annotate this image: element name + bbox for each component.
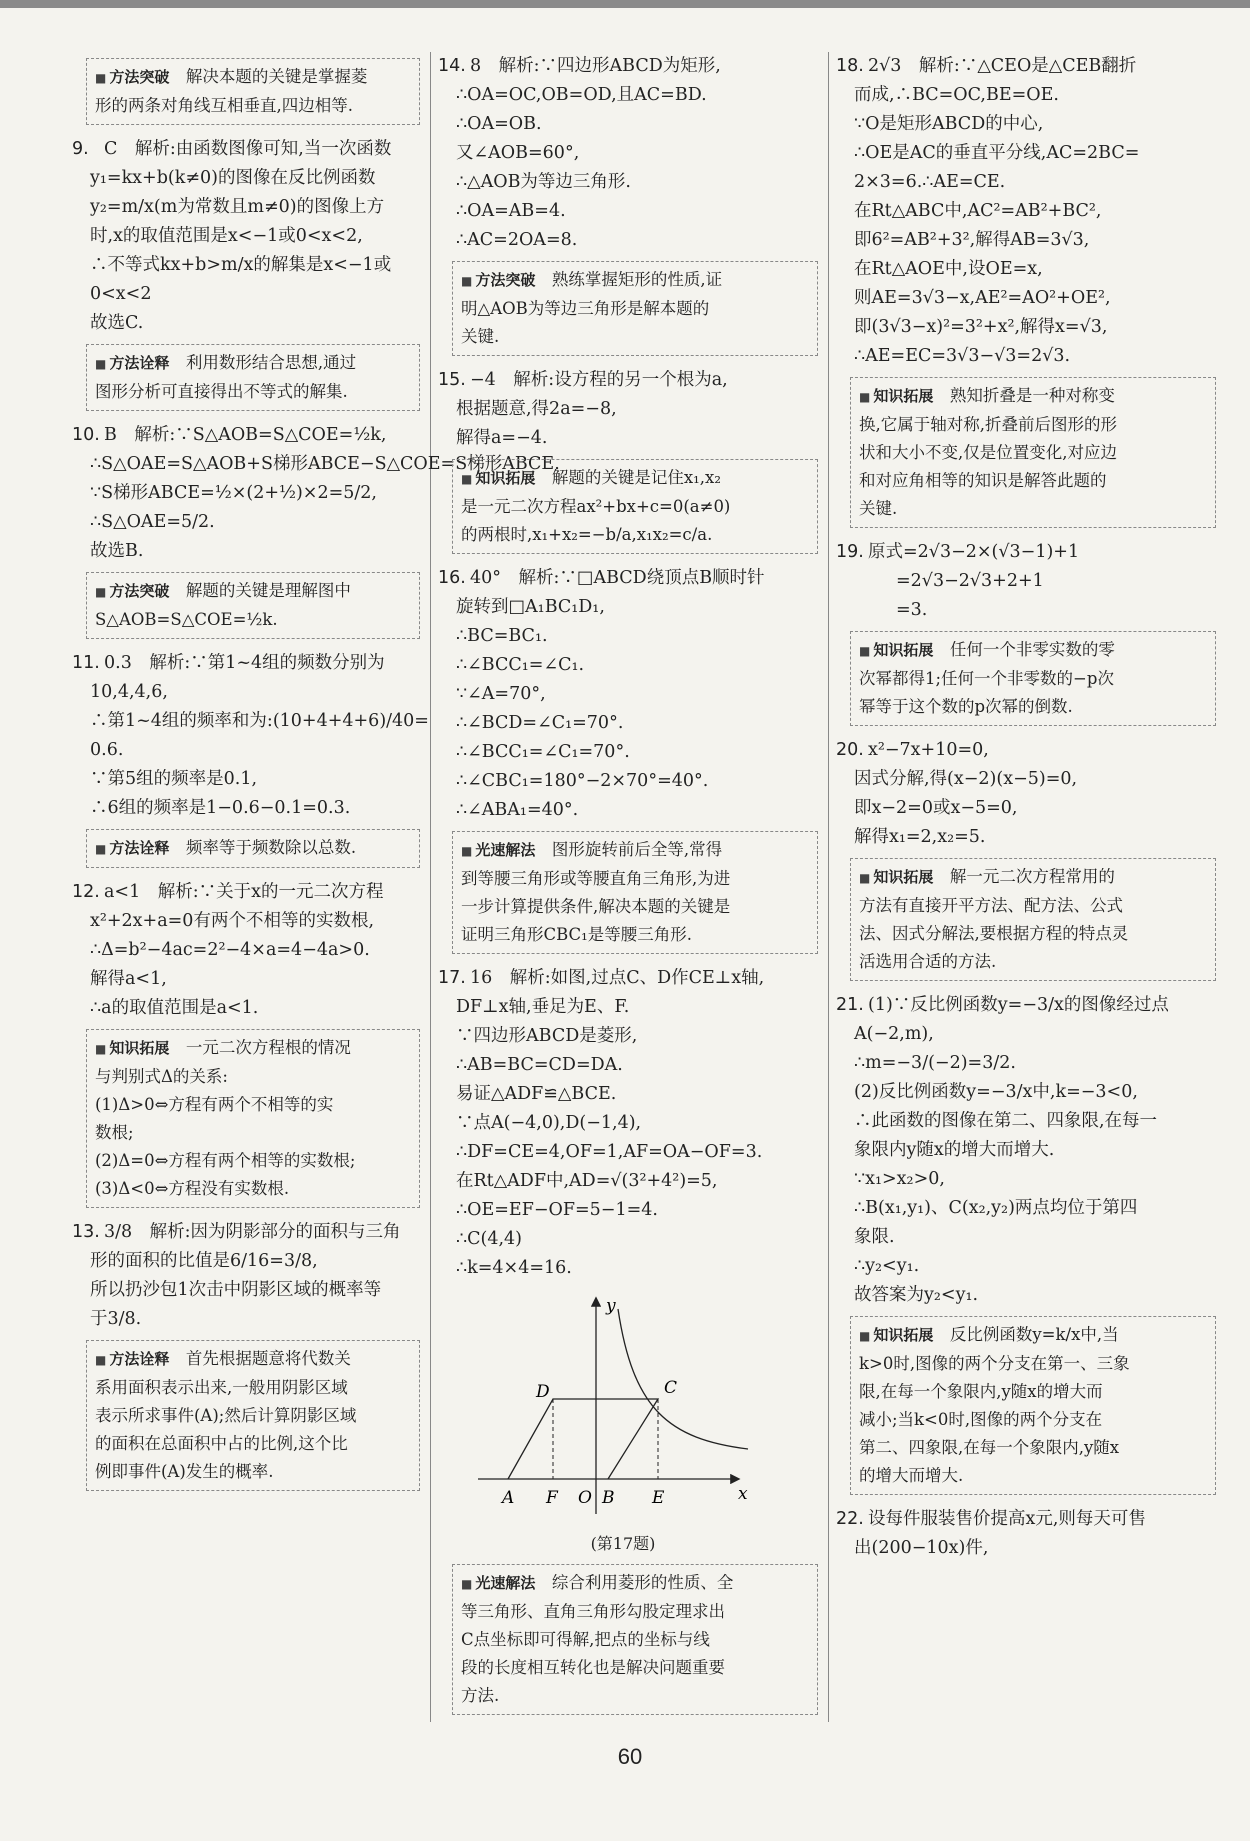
tip-box — [86, 58, 420, 125]
answer-line: y₁=kx+b(k≠0)的图像在反比例函数 — [90, 168, 376, 188]
tip-line: 活选用合适的方法. — [859, 952, 997, 971]
question-9 — [72, 135, 420, 338]
answer-line: 又∠AOB=60°, — [456, 143, 580, 163]
answer-line: 8 解析:∵四边形ABCD为矩形, — [470, 56, 721, 76]
tip-box — [452, 831, 818, 954]
tip-line: 和对应角相等的知识是解答此题的 — [859, 471, 1107, 490]
question-13 — [72, 1218, 420, 1334]
question-number: 14. — [438, 56, 466, 76]
tip-line: 解题的关键是记住x₁,x₂ — [551, 468, 721, 487]
question-11 — [72, 649, 429, 823]
answer-line: ∴∠CBC₁=180°−2×70°=40°. — [456, 771, 709, 791]
question-19 — [836, 538, 1216, 625]
tip-tag: ■ 方法诠释 — [95, 354, 169, 372]
question-number: 17. — [438, 968, 466, 988]
tip-tag: ■ 知识拓展 — [859, 1326, 933, 1344]
answer-line: ∴Δ=b²−4ac=2²−4×a=4−4a>0. — [90, 940, 370, 960]
answer-line: ∵第5组的频率是0.1, — [90, 769, 258, 789]
tip-line: 明△AOB为等边三角形是解本题的 — [461, 299, 710, 318]
answer-line: A(−2,m), — [854, 1024, 934, 1044]
question-14 — [438, 52, 818, 255]
tip-line: 的两根时,x₁+x₂=−b/a,x₁x₂=c/a. — [461, 525, 713, 544]
answer-line: ∵S梯形ABCE=½×(2+½)×2=5/2, — [90, 483, 377, 503]
tip-line: 例即事件(A)发生的概率. — [95, 1462, 274, 1481]
tip-box — [850, 858, 1216, 981]
tip-tag: ■ 方法突破 — [95, 582, 169, 600]
tip-tag: ■ 方法突破 — [95, 68, 169, 86]
tip-line: 一步计算提供条件,解决本题的关键是 — [461, 897, 731, 916]
tip-line: k>0时,图像的两个分支在第一、三象 — [859, 1354, 1130, 1373]
answer-line: 所以扔沙包1次击中阴影区域的概率等 — [90, 1280, 382, 1300]
answer-line: ∵x₁>x₂>0, — [854, 1169, 945, 1189]
answer-line: 象限内y随x的增大而增大. — [854, 1140, 1055, 1160]
tip-box — [86, 344, 420, 411]
answer-line: 在Rt△AOE中,设OE=x, — [854, 259, 1043, 279]
tip-line: 数根; — [95, 1123, 134, 1142]
answer-line: 0.6. — [90, 740, 124, 760]
tip-line: 综合利用菱形的性质、全 — [551, 1573, 734, 1592]
tip-line: 第二、四象限,在每一个象限内,y随x — [859, 1438, 1120, 1457]
tip-line: 到等腰三角形或等腰直角三角形,为进 — [461, 869, 731, 888]
answer-line: B 解析:∵S△AOB=S△COE=½k, — [104, 425, 387, 445]
tip-line: 换,它属于轴对称,折叠前后图形的形 — [859, 415, 1117, 434]
tip-tag: ■ 知识拓展 — [859, 387, 933, 405]
answer-line: =2√3−2√3+2+1 — [896, 571, 1044, 591]
label-c: C — [664, 1378, 678, 1398]
question-number: 11. — [72, 653, 100, 673]
answer-line: ∴OA=OB. — [456, 114, 542, 134]
answer-line: 即6²=AB²+3²,解得AB=3√3, — [854, 230, 1090, 250]
answer-line: ∵∠A=70°, — [456, 684, 546, 704]
tip-line: 任何一个非零实数的零 — [949, 640, 1115, 659]
answer-line: ∴AE=EC=3√3−√3=2√3. — [854, 346, 1071, 366]
answer-line: y₂=m/x(m为常数且m≠0)的图像上方 — [90, 197, 385, 217]
answer-line: a<1 解析:∵关于x的一元二次方程 — [104, 882, 384, 902]
answer-line: ∵O是矩形ABCD的中心, — [854, 114, 1044, 134]
top-border — [0, 0, 1250, 8]
tip-line: 利用数形结合思想,通过 — [185, 353, 357, 372]
answer-line: 解得a<1, — [90, 969, 167, 989]
tip-line: 减小;当k<0时,图像的两个分支在 — [859, 1410, 1103, 1429]
label-o: O — [578, 1488, 592, 1508]
answer-line: ∴AB=BC=CD=DA. — [456, 1055, 623, 1075]
answer-line: 0.3 解析:∵第1~4组的频数分别为 — [104, 653, 385, 673]
answer-line: x²−7x+10=0, — [868, 740, 989, 760]
tip-box — [86, 572, 420, 639]
answer-line: 原式=2√3−2×(√3−1)+1 — [868, 542, 1080, 562]
figure-17 — [468, 1289, 818, 1558]
tip-box — [86, 1340, 420, 1491]
answer-line: 时,x的取值范围是x<−1或0<x<2, — [90, 226, 363, 246]
answer-line: 旋转到□A₁BC₁D₁, — [456, 597, 605, 617]
question-17 — [438, 964, 818, 1283]
answer-line: ∴∠BCD=∠C₁=70°. — [456, 713, 624, 733]
rhombus-diagram — [468, 1289, 758, 1519]
tip-line: 的增大而增大. — [859, 1466, 964, 1485]
tip-tag: ■ 方法诠释 — [95, 839, 169, 857]
answer-line: ∵四边形ABCD是菱形, — [456, 1026, 638, 1046]
answer-line: ∴此函数的图像在第二、四象限,在每一 — [854, 1111, 1158, 1131]
label-e: E — [652, 1488, 665, 1508]
answer-line: (1)∵反比例函数y=−3/x的图像经过点 — [868, 995, 1169, 1015]
answer-line: ∴S△OAE=5/2. — [90, 512, 215, 532]
answer-line: ∴DF=CE=4,OF=1,AF=OA−OF=3. — [456, 1142, 763, 1162]
answer-line: ∴不等式kx+b>m/x的解集是x<−1或 — [90, 255, 392, 275]
tip-line: 关键. — [461, 327, 500, 346]
rhombus-sides — [508, 1399, 658, 1479]
tip-line: 幂等于这个数的p次幂的倒数. — [859, 697, 1073, 716]
question-16 — [438, 564, 818, 825]
answer-line: 10,4,4,6, — [90, 682, 168, 702]
answer-line: ∴OE=EF−OF=5−1=4. — [456, 1200, 658, 1220]
tip-line: 关键. — [859, 499, 898, 518]
answer-line: DF⊥x轴,垂足为E、F. — [456, 997, 630, 1017]
answer-line: ∴OA=OC,OB=OD,且AC=BD. — [456, 85, 707, 105]
tip-box — [452, 459, 818, 554]
label-f: F — [546, 1488, 558, 1508]
answer-line: 在Rt△ADF中,AD=√(3²+4²)=5, — [456, 1171, 718, 1191]
answer-line: ∴6组的频率是1−0.6−0.1=0.3. — [90, 798, 351, 818]
answer-line: x²+2x+a=0有两个不相等的实数根, — [90, 911, 375, 931]
question-20 — [836, 736, 1216, 852]
answer-line: 而成,∴BC=OC,BE=OE. — [854, 85, 1059, 105]
tip-tag: ■ 知识拓展 — [461, 469, 535, 487]
answer-line: ∴∠BCC₁=∠C₁. — [456, 655, 585, 675]
tip-tag: ■ 方法突破 — [461, 271, 535, 289]
answer-line: 出(200−10x)件, — [854, 1538, 989, 1558]
tip-line: 表示所求事件(A);然后计算阴影区域 — [95, 1406, 357, 1425]
hyperbola-curve — [618, 1309, 748, 1449]
question-number: 22. — [836, 1509, 864, 1529]
answer-line: =3. — [896, 600, 928, 620]
question-number: 20. — [836, 740, 864, 760]
answer-line: 因式分解,得(x−2)(x−5)=0, — [854, 769, 1078, 789]
question-21 — [836, 991, 1216, 1310]
answer-line: 形的面积的比值是6/16=3/8, — [90, 1251, 318, 1271]
question-number: 16. — [438, 568, 466, 588]
label-y: y — [606, 1296, 616, 1316]
answer-line: 在Rt△ABC中,AC²=AB²+BC², — [854, 201, 1102, 221]
answer-line: 则AE=3√3−x,AE²=AO²+OE², — [854, 288, 1111, 308]
tip-line: 是一元二次方程ax²+bx+c=0(a≠0) — [461, 497, 731, 516]
answer-line: 象限. — [854, 1227, 895, 1247]
column-3 — [836, 52, 1216, 1563]
tip-line: 状和大小不变,仅是位置变化,对应边 — [859, 443, 1117, 462]
tip-line: 限,在每一个象限内,y随x的增大而 — [859, 1382, 1103, 1401]
answer-line: ∴a的取值范围是a<1. — [90, 998, 259, 1018]
tip-tag: ■ 光速解法 — [461, 841, 535, 859]
tip-tag: ■ 知识拓展 — [859, 868, 933, 886]
tip-box — [850, 377, 1216, 528]
tip-box — [850, 631, 1216, 726]
answer-line: ∴m=−3/(−2)=3/2. — [854, 1053, 1016, 1073]
answer-line: ∴k=4×4=16. — [456, 1258, 572, 1278]
question-number: 21. — [836, 995, 864, 1015]
tip-line: 一元二次方程根的情况 — [185, 1038, 351, 1057]
tip-tag: ■ 光速解法 — [461, 1574, 535, 1592]
tip-line: 的面积在总面积中占的比例,这个比 — [95, 1434, 348, 1453]
answer-line: ∴△AOB为等边三角形. — [456, 172, 631, 192]
tip-line: 形的两条对角线互相垂直,四边相等. — [95, 96, 353, 115]
answer-line: (2)反比例函数y=−3/x中,k=−3<0, — [854, 1082, 1138, 1102]
answer-line: ∴BC=BC₁. — [456, 626, 548, 646]
tip-line: 系用面积表示出来,一般用阴影区域 — [95, 1378, 348, 1397]
answer-line: −4 解析:设方程的另一个根为a, — [470, 370, 728, 390]
answer-line: 解得a=−4. — [456, 428, 548, 448]
tip-line: 段的长度相互转化也是解决问题重要 — [461, 1658, 725, 1677]
answer-line: 故答案为y₂<y₁. — [854, 1285, 979, 1305]
answer-line: 根据题意,得2a=−8, — [456, 399, 617, 419]
answer-line: ∴C(4,4) — [456, 1229, 523, 1249]
question-22 — [836, 1505, 1216, 1563]
answer-line: ∴OA=AB=4. — [456, 201, 566, 221]
answer-line: 即(3√3−x)²=3²+x²,解得x=√3, — [854, 317, 1108, 337]
tip-line: 解决本题的关键是掌握菱 — [185, 67, 368, 86]
answer-line: 2×3=6.∴AE=CE. — [854, 172, 1006, 192]
label-d: D — [536, 1382, 550, 1402]
tip-line: 方法有直接开平方法、配方法、公式 — [859, 896, 1123, 915]
tip-line: 与判别式Δ的关系: — [95, 1067, 228, 1086]
question-15 — [438, 366, 818, 453]
tip-line: 图形旋转前后全等,常得 — [551, 840, 723, 859]
tip-line: 证明三角形CBC₁是等腰三角形. — [461, 925, 693, 944]
tip-line: 首先根据题意将代数关 — [185, 1349, 351, 1368]
tip-line: 解题的关键是理解图中 — [185, 581, 351, 600]
answer-line: ∴第1~4组的频率和为:(10+4+4+6)/40= — [90, 711, 429, 731]
answer-line: 解得x₁=2,x₂=5. — [854, 827, 986, 847]
answer-line: ∴B(x₁,y₁)、C(x₂,y₂)两点均位于第四 — [854, 1198, 1138, 1218]
column-divider — [430, 52, 431, 1722]
tip-box — [850, 1316, 1216, 1495]
tip-box — [86, 829, 420, 868]
answer-line: C 解析:由函数图像可知,当一次函数 — [104, 139, 392, 159]
answer-line: ∴y₂<y₁. — [854, 1256, 920, 1276]
tip-box — [452, 261, 818, 356]
question-number: 18. — [836, 56, 864, 76]
figure-caption: (第17题) — [590, 1534, 656, 1553]
tip-line: (2)Δ=0⇔方程有两个相等的实数根; — [95, 1151, 356, 1170]
answer-line: 于3/8. — [90, 1309, 142, 1329]
page-number: 60 — [617, 1744, 643, 1769]
answer-line: ∴∠BCC₁=∠C₁=70°. — [456, 742, 630, 762]
answer-line: 即x−2=0或x−5=0, — [854, 798, 1018, 818]
answer-line: ∵点A(−4,0),D(−1,4), — [456, 1113, 642, 1133]
question-18 — [836, 52, 1216, 371]
label-a: A — [502, 1488, 515, 1508]
tip-line: 熟练掌握矩形的性质,证 — [551, 270, 723, 289]
tip-line: 解一元二次方程常用的 — [949, 867, 1115, 886]
label-x: x — [738, 1484, 748, 1504]
question-number: 9. — [72, 139, 89, 159]
tip-line: 图形分析可直接得出不等式的解集. — [95, 382, 348, 401]
answer-line: ∴AC=2OA=8. — [456, 230, 578, 250]
tip-line: (1)Δ>0⇔方程有两个不相等的实 — [95, 1095, 334, 1114]
answer-line: ∴S△OAE=S△AOB+S梯形ABCE−S△COE=S梯形ABCE. — [90, 454, 560, 474]
answer-line: 2√3 解析:∵△CEO是△CEB翻折 — [868, 56, 1137, 76]
question-number: 19. — [836, 542, 864, 562]
tip-tag: ■ 知识拓展 — [95, 1039, 169, 1057]
label-b: B — [602, 1488, 615, 1508]
column-2 — [438, 52, 818, 1725]
tip-line: (3)Δ<0⇔方程没有实数根. — [95, 1179, 290, 1198]
tip-line: 法、因式分解法,要根据方程的特点灵 — [859, 924, 1129, 943]
tip-tag: ■ 知识拓展 — [859, 641, 933, 659]
tip-tag: ■ 方法诠释 — [95, 1350, 169, 1368]
column-divider — [828, 52, 829, 1722]
question-number: 15. — [438, 370, 466, 390]
answer-line: 设每件服装售价提高x元,则每天可售 — [868, 1509, 1146, 1529]
tip-line: 等三角形、直角三角形勾股定理求出 — [461, 1602, 725, 1621]
answer-line: 易证△ADF≌△BCE. — [456, 1084, 617, 1104]
tip-line: 次幂都得1;任何一个非零数的−p次 — [859, 669, 1114, 688]
tip-box — [452, 1564, 818, 1715]
tip-line: 频率等于频数除以总数. — [185, 838, 357, 857]
answer-line: 故选C. — [90, 313, 144, 333]
answer-line: 故选B. — [90, 541, 144, 561]
tip-line: 方法. — [461, 1686, 500, 1705]
question-number: 10. — [72, 425, 100, 445]
tip-line: 反比例函数y=k/x中,当 — [949, 1325, 1119, 1344]
tip-box — [86, 1029, 420, 1208]
answer-line: 3/8 解析:因为阴影部分的面积与三角 — [104, 1222, 401, 1242]
answer-line: 16 解析:如图,过点C、D作CE⊥x轴, — [470, 968, 765, 988]
question-number: 13. — [72, 1222, 100, 1242]
answer-line: 0<x<2 — [90, 284, 152, 304]
answer-line: ∴∠ABA₁=40°. — [456, 800, 579, 820]
answer-line: 40° 解析:∵□ABCD绕顶点B顺时针 — [470, 568, 765, 588]
question-number: 12. — [72, 882, 100, 902]
tip-line: 熟知折叠是一种对称变 — [949, 386, 1115, 405]
tip-line: C点坐标即可得解,把点的坐标与线 — [461, 1630, 710, 1649]
question-12 — [72, 878, 420, 1023]
answer-line: ∴OE是AC的垂直平分线,AC=2BC= — [854, 143, 1140, 163]
tip-line: S△AOB=S△COE=½k. — [95, 610, 278, 629]
